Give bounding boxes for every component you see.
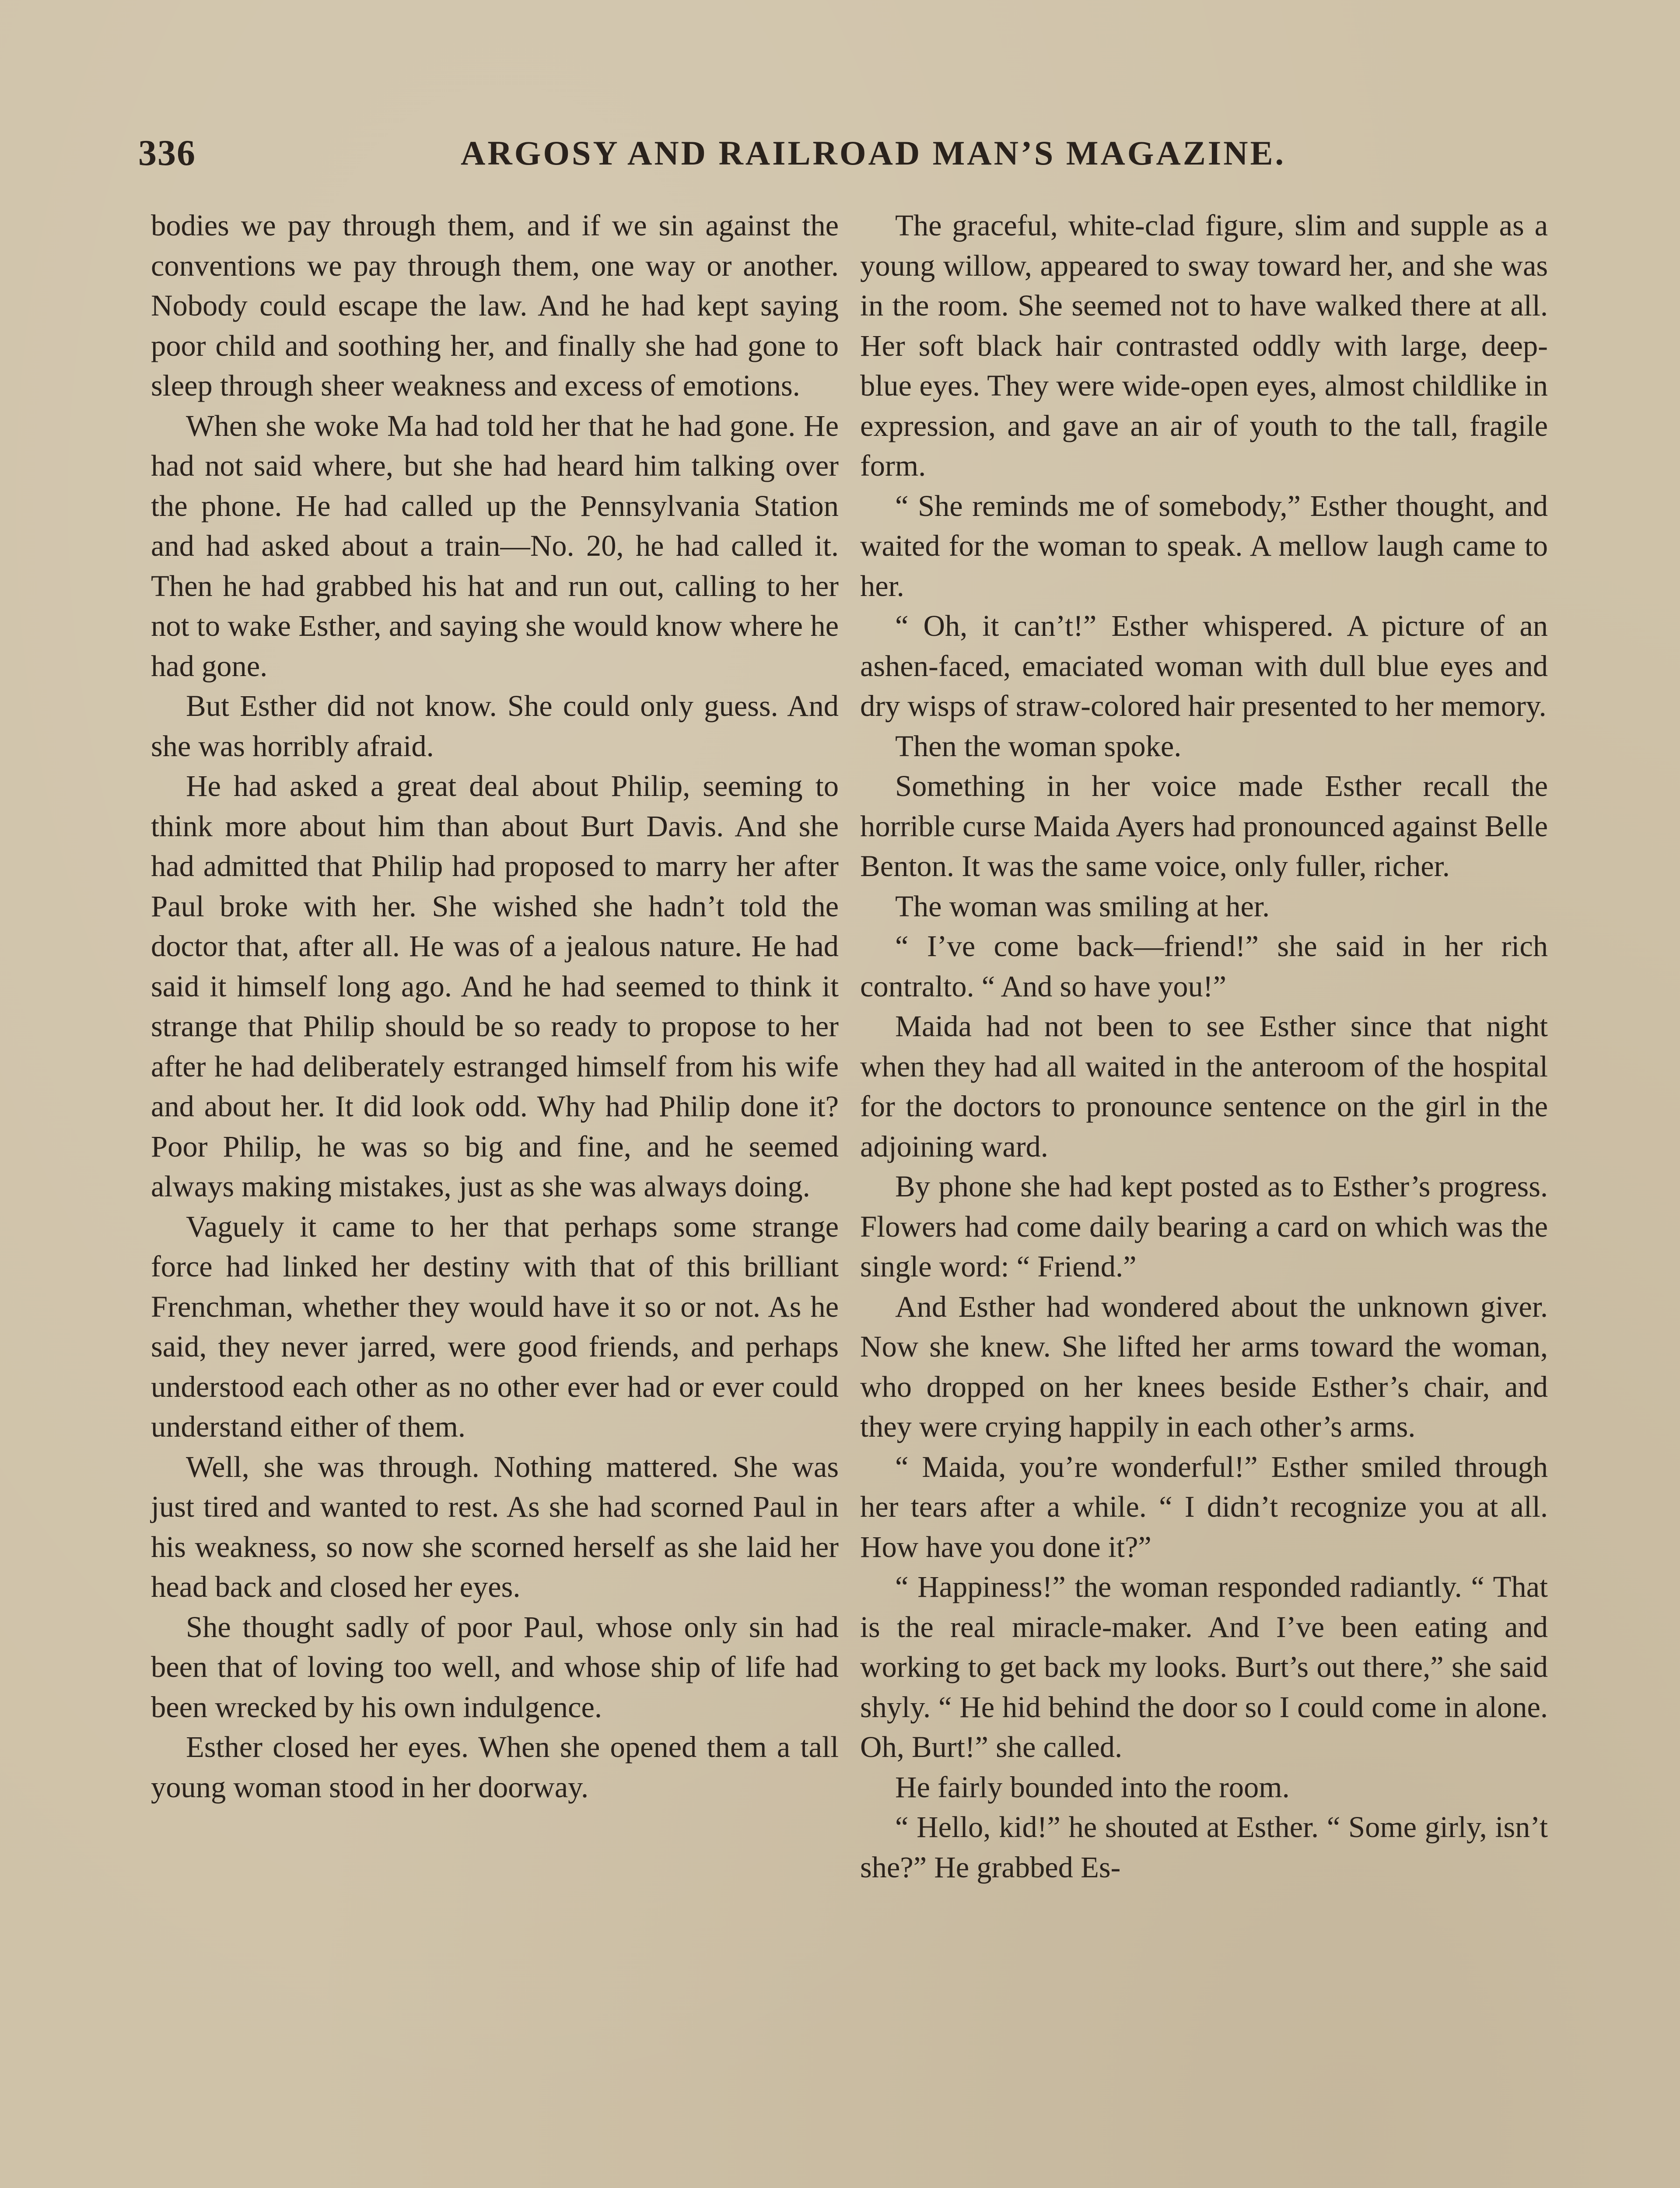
paragraph: The graceful, white-clad figure, slim and supple as a young willow, appeared to sway toward her, and she was in the room. She seemed not to have walked there at all. Her soft black hair contrasted oddly with large, deep-blue eyes. They were wide-open eyes, almost childlike in expression, and gave an air of youth to the tall, fragile form. xyxy=(860,209,1548,482)
paragraph: But Esther did not know. She could only guess. And she was horribly afraid. xyxy=(151,689,839,763)
paragraph: bodies we pay through them, and if we sin against the conventions we pay through them, one way or another. Nobody could escape the law. And he had kept saying poor child and soothing her, and finally she had gone to sleep through sheer weakness and excess of emotions. xyxy=(151,209,839,402)
paragraph: “ Happiness!” the woman responded radiantly. “ That is the real miracle-maker. And I’ve been eating and working to get back my looks. Burt’s out there,” she said shyly. “ He hid behind the door so I could come in alone. Oh, Burt!” she called. xyxy=(860,1570,1548,1764)
paragraph: The woman was smiling at her. xyxy=(895,889,1270,923)
paragraph: Then the woman spoke. xyxy=(895,729,1182,763)
page-header xyxy=(138,127,1525,179)
paragraph: She thought sadly of poor Paul, whose only sin had been that of loving too well, and whose ship of life had been wrecked by his own indulgence. xyxy=(151,1610,839,1724)
paragraph: Vaguely it came to her that perhaps some strange force had linked her destiny with that of this brilliant Frenchman, whether they would have it so or not. As he said, they never jarred, were good friends, and perhaps understood each other as no other ever had or ever could understand either of them. xyxy=(151,1210,839,1443)
paragraph: Esther closed her eyes. When she opened them a tall young woman stood in her doorway. xyxy=(151,1730,839,1804)
running-title: ARGOSY AND RAILROAD MAN’S MAGAZINE. xyxy=(460,134,1286,172)
paragraph: “ I’ve come back—friend!” she said in her rich contralto. “ And so have you!” xyxy=(860,929,1548,1003)
paragraph: And Esther had wondered about the unknown giver. Now she knew. She lifted her arms toward the woman, who dropped on her knees beside Esther’s chair, and they were crying happily in each other’s arms. xyxy=(860,1290,1548,1443)
paragraph: “ Maida, you’re wonderful!” Esther smiled through her tears after a while. “ I didn’t recognize you at all. How have you done it?” xyxy=(860,1450,1548,1564)
paragraph: He fairly bounded into the room. xyxy=(895,1770,1290,1804)
paragraph: Maida had not been to see Esther since that night when they had all waited in the anteroom of the hospital for the doctors to pronounce sentence on the girl in the adjoining ward. xyxy=(860,1010,1548,1163)
paragraph: Something in her voice made Esther recall the horrible curse Maida Ayers had pronounced against Belle Benton. It was the same voice, only fuller, richer. xyxy=(860,769,1548,883)
left-text-column xyxy=(151,206,839,1807)
paragraph: He had asked a great deal about Philip, seeming to think more about him than about Burt Davis. And she had admitted that Philip had proposed to marry her after Paul broke with her. She wished she hadn’t told the doctor that, after all. He was of a jealous nature. He had said it himself long ago. And he had seemed to think it strange that Philip should be so ready to propose to her after he had deliberately estranged himself from his wife and about her. It did look odd. Why had Philip done it? Poor Philip, he was so big and fine, and he seemed always making mistakes, just as she was always doing. xyxy=(151,769,839,1203)
paragraph: Well, she was through. Nothing mattered. She was just tired and wanted to rest. As she had scorned Paul in his weakness, so now she scorned herself as she laid her head back and closed her eyes. xyxy=(151,1450,839,1603)
right-text-column xyxy=(860,206,1548,1887)
paragraph: By phone she had kept posted as to Esther’s progress. Flowers had come daily bearing a card on which was the single word: “ Friend.” xyxy=(860,1170,1548,1283)
paragraph: “ Oh, it can’t!” Esther whispered. A picture of an ashen-faced, emaciated woman with dull blue eyes and dry wisps of straw-colored hair presented to her memory. xyxy=(860,609,1548,722)
paragraph: “ Hello, kid!” he shouted at Esther. “ Some girly, isn’t she?” He grabbed Es- xyxy=(860,1810,1548,1884)
paragraph: “ She reminds me of somebody,” Esther thought, and waited for the woman to speak. A mellow laugh came to her. xyxy=(860,489,1548,603)
page-number: 336 xyxy=(138,133,196,173)
paragraph: When she woke Ma had told her that he had gone. He had not said where, but she had heard him talking over the phone. He had called up the Pennsylvania Station and had asked about a train—No. 20, he had called it. Then he had grabbed his hat and run out, calling to her not to wake Esther, and saying she would know where he had gone. xyxy=(151,409,839,683)
